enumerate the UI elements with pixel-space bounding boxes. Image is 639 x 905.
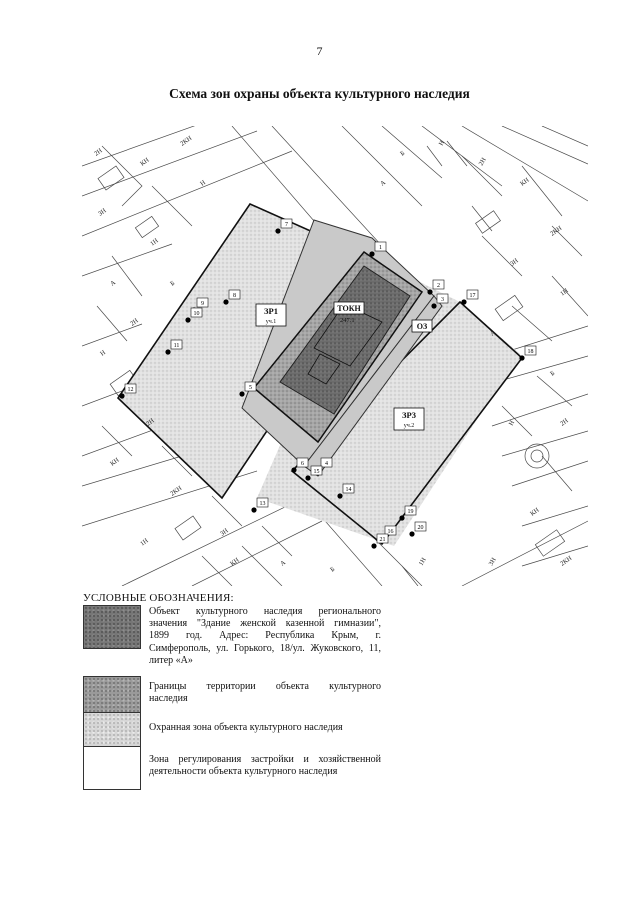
building-label: КН	[139, 156, 151, 168]
boundary-point-label: 12	[127, 387, 134, 393]
boundary-point-label: 8	[233, 293, 236, 299]
legend-line: Зона регулирования застройки и хозяйственной	[149, 754, 381, 765]
legend-swatch-regulation-zone	[83, 746, 141, 790]
building-label: 3Н	[487, 556, 498, 567]
zone-zr1-sub: уч.1	[265, 319, 277, 325]
boundary-point-label: 1	[379, 245, 382, 251]
building-label: 2Н	[559, 417, 570, 428]
legend-line: значения "Здание женской казенной гимназии",	[149, 618, 381, 630]
boundary-point-label: 3	[441, 297, 444, 303]
boundary-point-marker	[369, 251, 374, 256]
building-label: КН	[519, 176, 531, 188]
legend-line: Объект культурного наследия регионального	[149, 606, 381, 617]
legend-line: 1899 год. Адрес: Республика Крым, г.	[149, 630, 381, 642]
legend-swatch-object	[83, 605, 141, 649]
legend-heading: УСЛОВНЫЕ ОБОЗНАЧЕНИЯ:	[83, 592, 234, 604]
boundary-point-label: 7	[285, 222, 288, 228]
building-label: 2Н	[93, 147, 104, 158]
legend-line: Границы территории объекта культурного	[149, 681, 381, 692]
building-label: А	[279, 559, 287, 568]
building-label: 3Н	[219, 527, 230, 538]
boundary-point-marker	[305, 475, 310, 480]
legend-line: Симферополь, ул. Горького, 18/ул. Жуковского, 11,	[149, 642, 381, 654]
boundary-point-label: 2	[437, 283, 440, 289]
boundary-point-marker	[427, 289, 432, 294]
building-label: 2КН	[549, 224, 564, 238]
building-label: Б	[169, 279, 177, 288]
boundary-point-label: 20	[417, 525, 424, 531]
building-label: 2Н	[145, 417, 156, 428]
building-label: 2Н	[477, 156, 488, 167]
building-label: А	[109, 279, 117, 288]
boundary-point-marker	[431, 303, 436, 308]
legend-text-regulation-zone	[149, 754, 381, 778]
legend-line: литер «А»	[149, 654, 193, 666]
building-label: КН	[529, 506, 541, 518]
building-label: КН	[109, 456, 121, 468]
building-label: 2КН	[179, 134, 194, 148]
boundary-point-marker	[119, 393, 124, 398]
building-label: КН	[229, 556, 241, 568]
building-label: 2КН	[559, 554, 574, 568]
building-label: Н	[437, 139, 447, 147]
building-label: Б	[549, 369, 557, 378]
building-label: 2Н	[129, 317, 140, 328]
boundary-point-label: 17	[469, 293, 476, 299]
boundary-point-marker	[461, 299, 466, 304]
legend-text-protection-zone	[149, 722, 381, 734]
boundary-point-label: 21	[379, 537, 386, 543]
page-number: 7	[316, 44, 323, 58]
zone-map	[82, 126, 588, 586]
building-label: 2КН	[169, 484, 184, 498]
legend-text-territory	[149, 681, 381, 705]
boundary-point-marker	[409, 531, 414, 536]
oz-label: ОЗ	[416, 322, 428, 331]
boundary-point-label: 18	[527, 349, 534, 355]
building-label: А	[379, 179, 387, 188]
boundary-point-marker	[223, 299, 228, 304]
boundary-point-label: 5	[249, 385, 252, 391]
boundary-point-marker	[337, 493, 342, 498]
building-label: 1Н	[559, 287, 570, 298]
building-label: Н	[507, 419, 517, 427]
boundary-point-label: 13	[259, 501, 266, 507]
boundary-point-label: 16	[387, 529, 394, 535]
boundary-point-marker	[239, 391, 244, 396]
boundary-point-label: 15	[313, 469, 320, 475]
building-label: 1Н	[139, 537, 150, 548]
building-label: 1Н	[417, 556, 428, 567]
building-label: Н	[199, 179, 207, 188]
boundary-point-label: 10	[193, 311, 200, 317]
boundary-point-marker	[399, 515, 404, 520]
tokn-label: ТОКН	[337, 304, 361, 313]
boundary-point-marker	[185, 317, 190, 322]
boundary-point-label: 11	[173, 343, 180, 349]
elevation-label: 247.1	[340, 317, 355, 324]
boundary-point-marker	[251, 507, 256, 512]
legend-text-object	[149, 606, 381, 667]
boundary-point-label: 9	[201, 301, 204, 307]
building-label: А	[489, 329, 497, 338]
building-label: 3Н	[97, 207, 108, 218]
building-label: Б	[329, 565, 337, 574]
boundary-point-marker	[275, 228, 280, 233]
legend-line: деятельности объекта культурного наследия	[149, 766, 338, 778]
building-label: 3Н	[509, 257, 520, 268]
building-label: Н	[99, 349, 107, 358]
building-label: 1Н	[149, 237, 160, 248]
boundary-point-marker	[291, 467, 296, 472]
boundary-point-label: 19	[407, 509, 414, 515]
legend-line: Охранная зона объекта культурного наследия	[149, 722, 343, 733]
boundary-point-marker	[371, 543, 376, 548]
zone-zr3-sub: уч.2	[403, 423, 415, 429]
zone-zr3-label: ЗР3	[402, 410, 416, 420]
boundary-point-label: 14	[345, 487, 352, 493]
legend-line: наследия	[149, 693, 188, 705]
document-title: Схема зон охраны объекта культурного наследия	[169, 86, 470, 101]
zone-zr1-label: ЗР1	[264, 306, 278, 316]
boundary-point-marker	[165, 349, 170, 354]
boundary-point-marker	[519, 355, 524, 360]
building-label: Б	[399, 149, 407, 158]
boundary-point-label: 4	[325, 461, 328, 467]
boundary-point-label: 6	[301, 461, 304, 467]
